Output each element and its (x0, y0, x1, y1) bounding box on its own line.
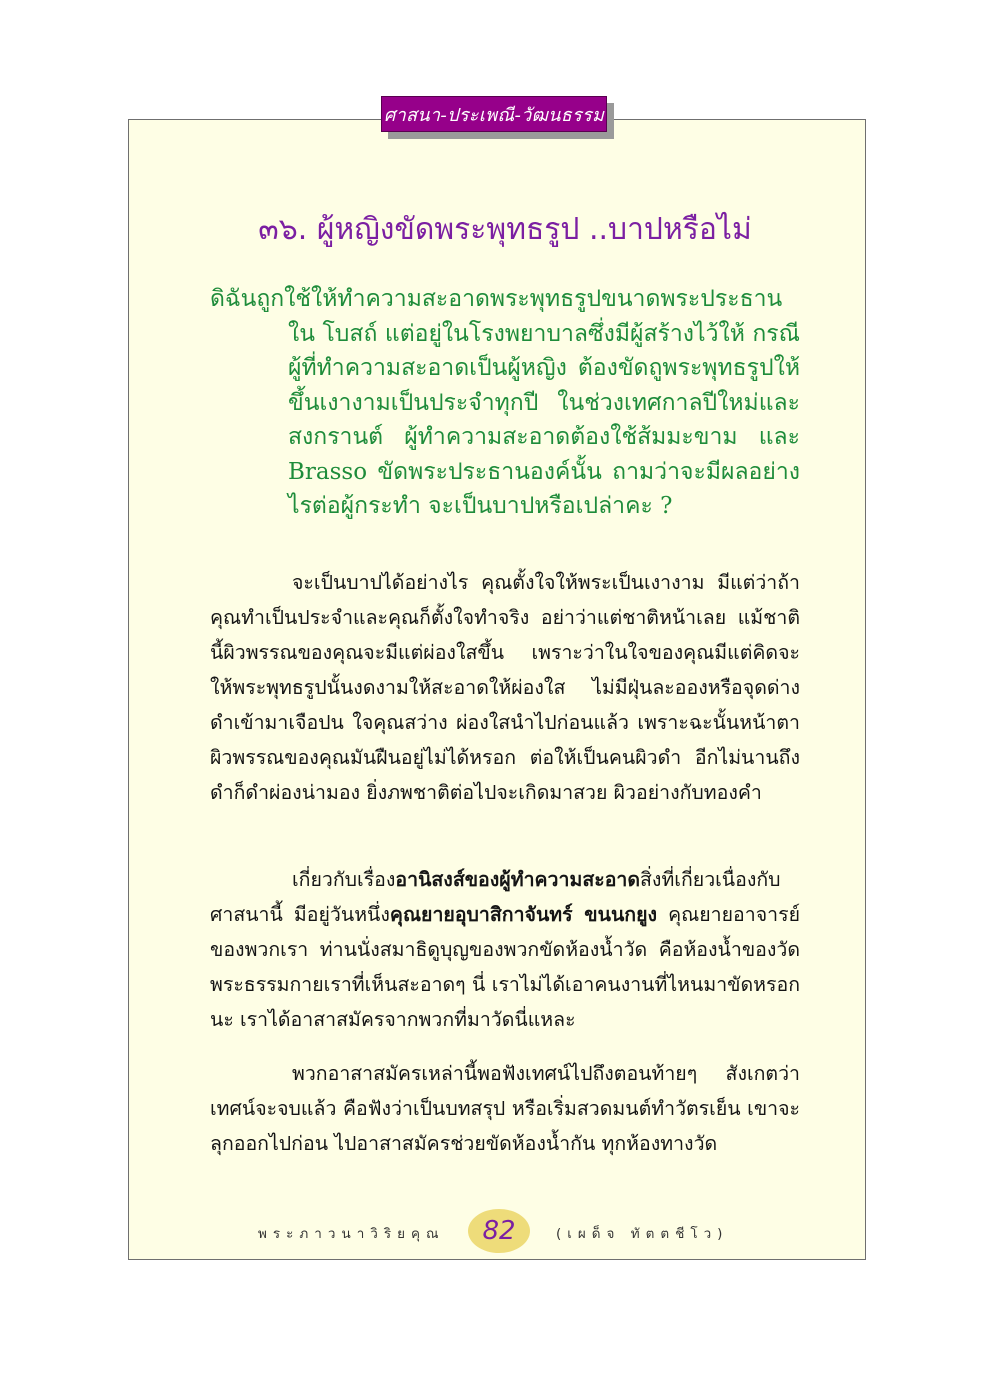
chapter-title: ๓๖. ผู้หญิงขัดพระพุทธรูป ..บาปหรือไม่ (258, 212, 752, 247)
p2-text-c: คุณยายอาจารย์ของพวกเรา ท่านนั่งสมาธิดูบุญของพวกขัดห้องน้ำวัด คือห้องน้ำของวัดพระธรรมกายเราที่เห็นสะอาดๆ นี่ เราไม่ได้เอาคนงานที่ไหนมาขัดหรอกนะ เราได้อาสาสมัครจากพวกที่มาวัดนี่แหละ (210, 903, 800, 1031)
answer-paragraph-1: จะเป็นบาปได้อย่างไร คุณตั้งใจให้พระเป็นเงางาม มีแต่ว่าถ้าคุณทำเป็นประจำและคุณก็ตั้งใจทำจริง อย่าว่าแต่ชาติหน้าเลย แม้ชาตินี้ผิวพรรณของคุณจะมีแต่ผ่องใสขึ้น เพราะว่าในใจของคุณมีแต่คิดจะให้พระพุทธรูปนั้นงดงามให้สะอาดให้ผ่องใส ไม่มีฝุ่นละอองหรือจุดด่างดำเข้ามาเจือปน ใจคุณสว่าง ผ่องใสนำไปก่อนแล้ว เพราะฉะนั้นหน้าตาผิวพรรณของคุณมันฝืนอยู่ไม่ได้หรอก ต่อให้เป็นคนผิวดำ อีกไม่นานถึงดำก็ดำผ่องน่ามอง ยิ่งภพชาติต่อไปจะเกิดมาสวย ผิวอย่างกับทองคำ (210, 571, 800, 804)
question-text: ดิฉันถูกใช้ให้ทำความสะอาดพระพุทธรูปขนาดพระประธานใน โบสถ์ แต่อยู่ในโรงพยาบาลซึ่งมีผู้สร้างไว้ให้ กรณีผู้ที่ทำความสะอาดเป็นผู้หญิง ต้องขัดถูพระพุทธรูปให้ขึ้นเงางามเป็นประจำทุกปี ในช่วงเทศกาลปีใหม่และสงกรานต์ ผู้ทำความสะอาดต้องใช้ส้มมะขาม และ Brasso ขัดพระประธานองค์นั้น ถามว่าจะมีผลอย่างไรต่อผู้กระทำ จะเป็นบาปหรือเปล่าคะ ? (210, 286, 800, 519)
footer-author: (เผด็จ ทัตตชีโว) (556, 1226, 729, 1242)
p2-text-a: เกี่ยวกับเรื่อง (292, 868, 396, 891)
answer-paragraph-3: พวกอาสาสมัครเหล่านี้พอฟังเทศน์ไปถึงตอนท้ายๆ สังเกตว่าเทศน์จะจบแล้ว คือฟังว่าเป็นบทสรุป หรือเริ่มสวดมนต์ทำวัตรเย็น เขาจะลุกออกไปก่อน ไปอาสาสมัครช่วยขัดห้องน้ำกัน ทุกห้องทางวัด (210, 1062, 800, 1155)
p2-bold-khun-yai: คุณยายอุบาสิกาจันทร์ ขนนกยูง (389, 903, 658, 926)
p2-bold-anisong: อานิสงส์ของผู้ทำความสะอาด (395, 868, 641, 891)
page-number: 82 (468, 1209, 530, 1253)
category-tab: ศาสนา-ประเพณี-วัฒนธรรม (381, 96, 607, 132)
answer-paragraph-2 (210, 862, 800, 1037)
footer-book-title: พระภาวนาวิริยคุณ (258, 1226, 445, 1242)
p2-text-b: สิ่งที่เกี่ยวเนื่องกับศาสนานี้ มีอยู่วันหนึ่ง (210, 868, 781, 926)
page-footer (240, 1209, 760, 1257)
